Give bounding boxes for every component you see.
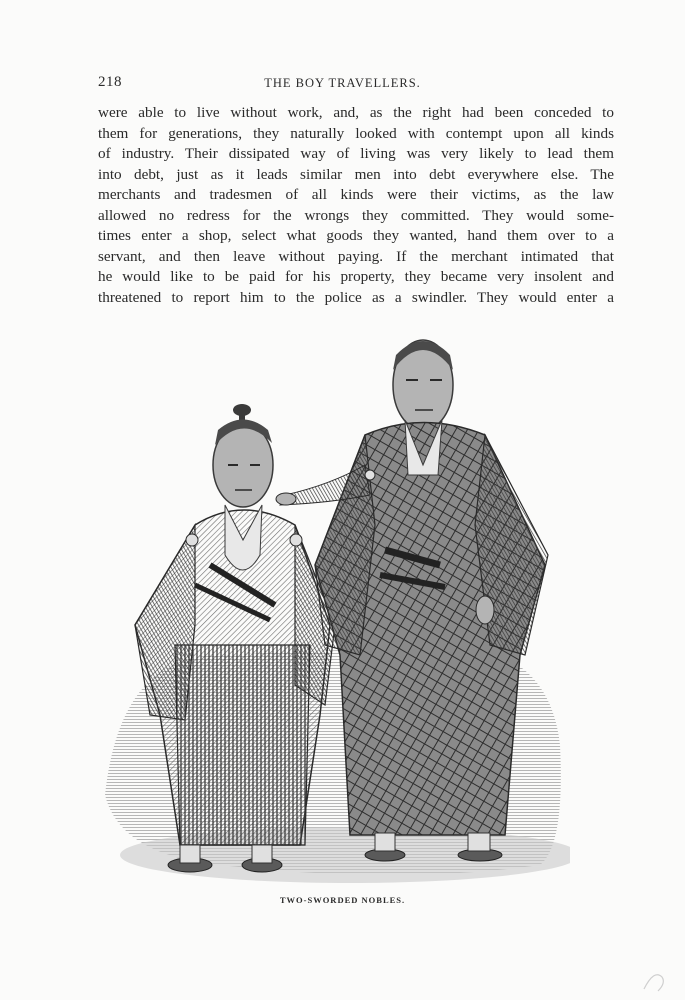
text-line: allowed no redress for the wrongs they committed. They would some- xyxy=(98,206,614,224)
text-line: were able to live without work, and, as the right had been conceded to xyxy=(98,104,614,121)
running-head: THE BOY TRAVELLERS. xyxy=(264,76,421,90)
body-text xyxy=(98,103,614,308)
page-number: 218 xyxy=(98,74,122,90)
text-line: servant, and then leave without paying. If the merchant intimated that xyxy=(98,247,614,265)
text-line: them for generations, they naturally looked with contempt upon all kinds xyxy=(98,124,614,142)
text-line: times enter a shop, select what goods they wanted, hand them over to a xyxy=(98,227,614,244)
text-line: of industry. Their dissipated way of living was very likely to lead them xyxy=(98,145,614,162)
text-line: merchants and tradesmen of all kinds were their victims, as the law xyxy=(98,186,614,203)
pencil-mark-icon xyxy=(640,965,670,995)
text-line: into debt, just as it leads similar men into debt everywhere else. The xyxy=(98,165,614,183)
text-line: he would like to be paid for his property, they became very insolent and xyxy=(98,268,614,285)
illustration-caption: TWO-SWORDED NOBLES. xyxy=(279,895,406,905)
text-line: threatened to report him to the police as a swindler. They would enter a xyxy=(98,288,614,306)
engraving-illustration xyxy=(100,325,570,890)
